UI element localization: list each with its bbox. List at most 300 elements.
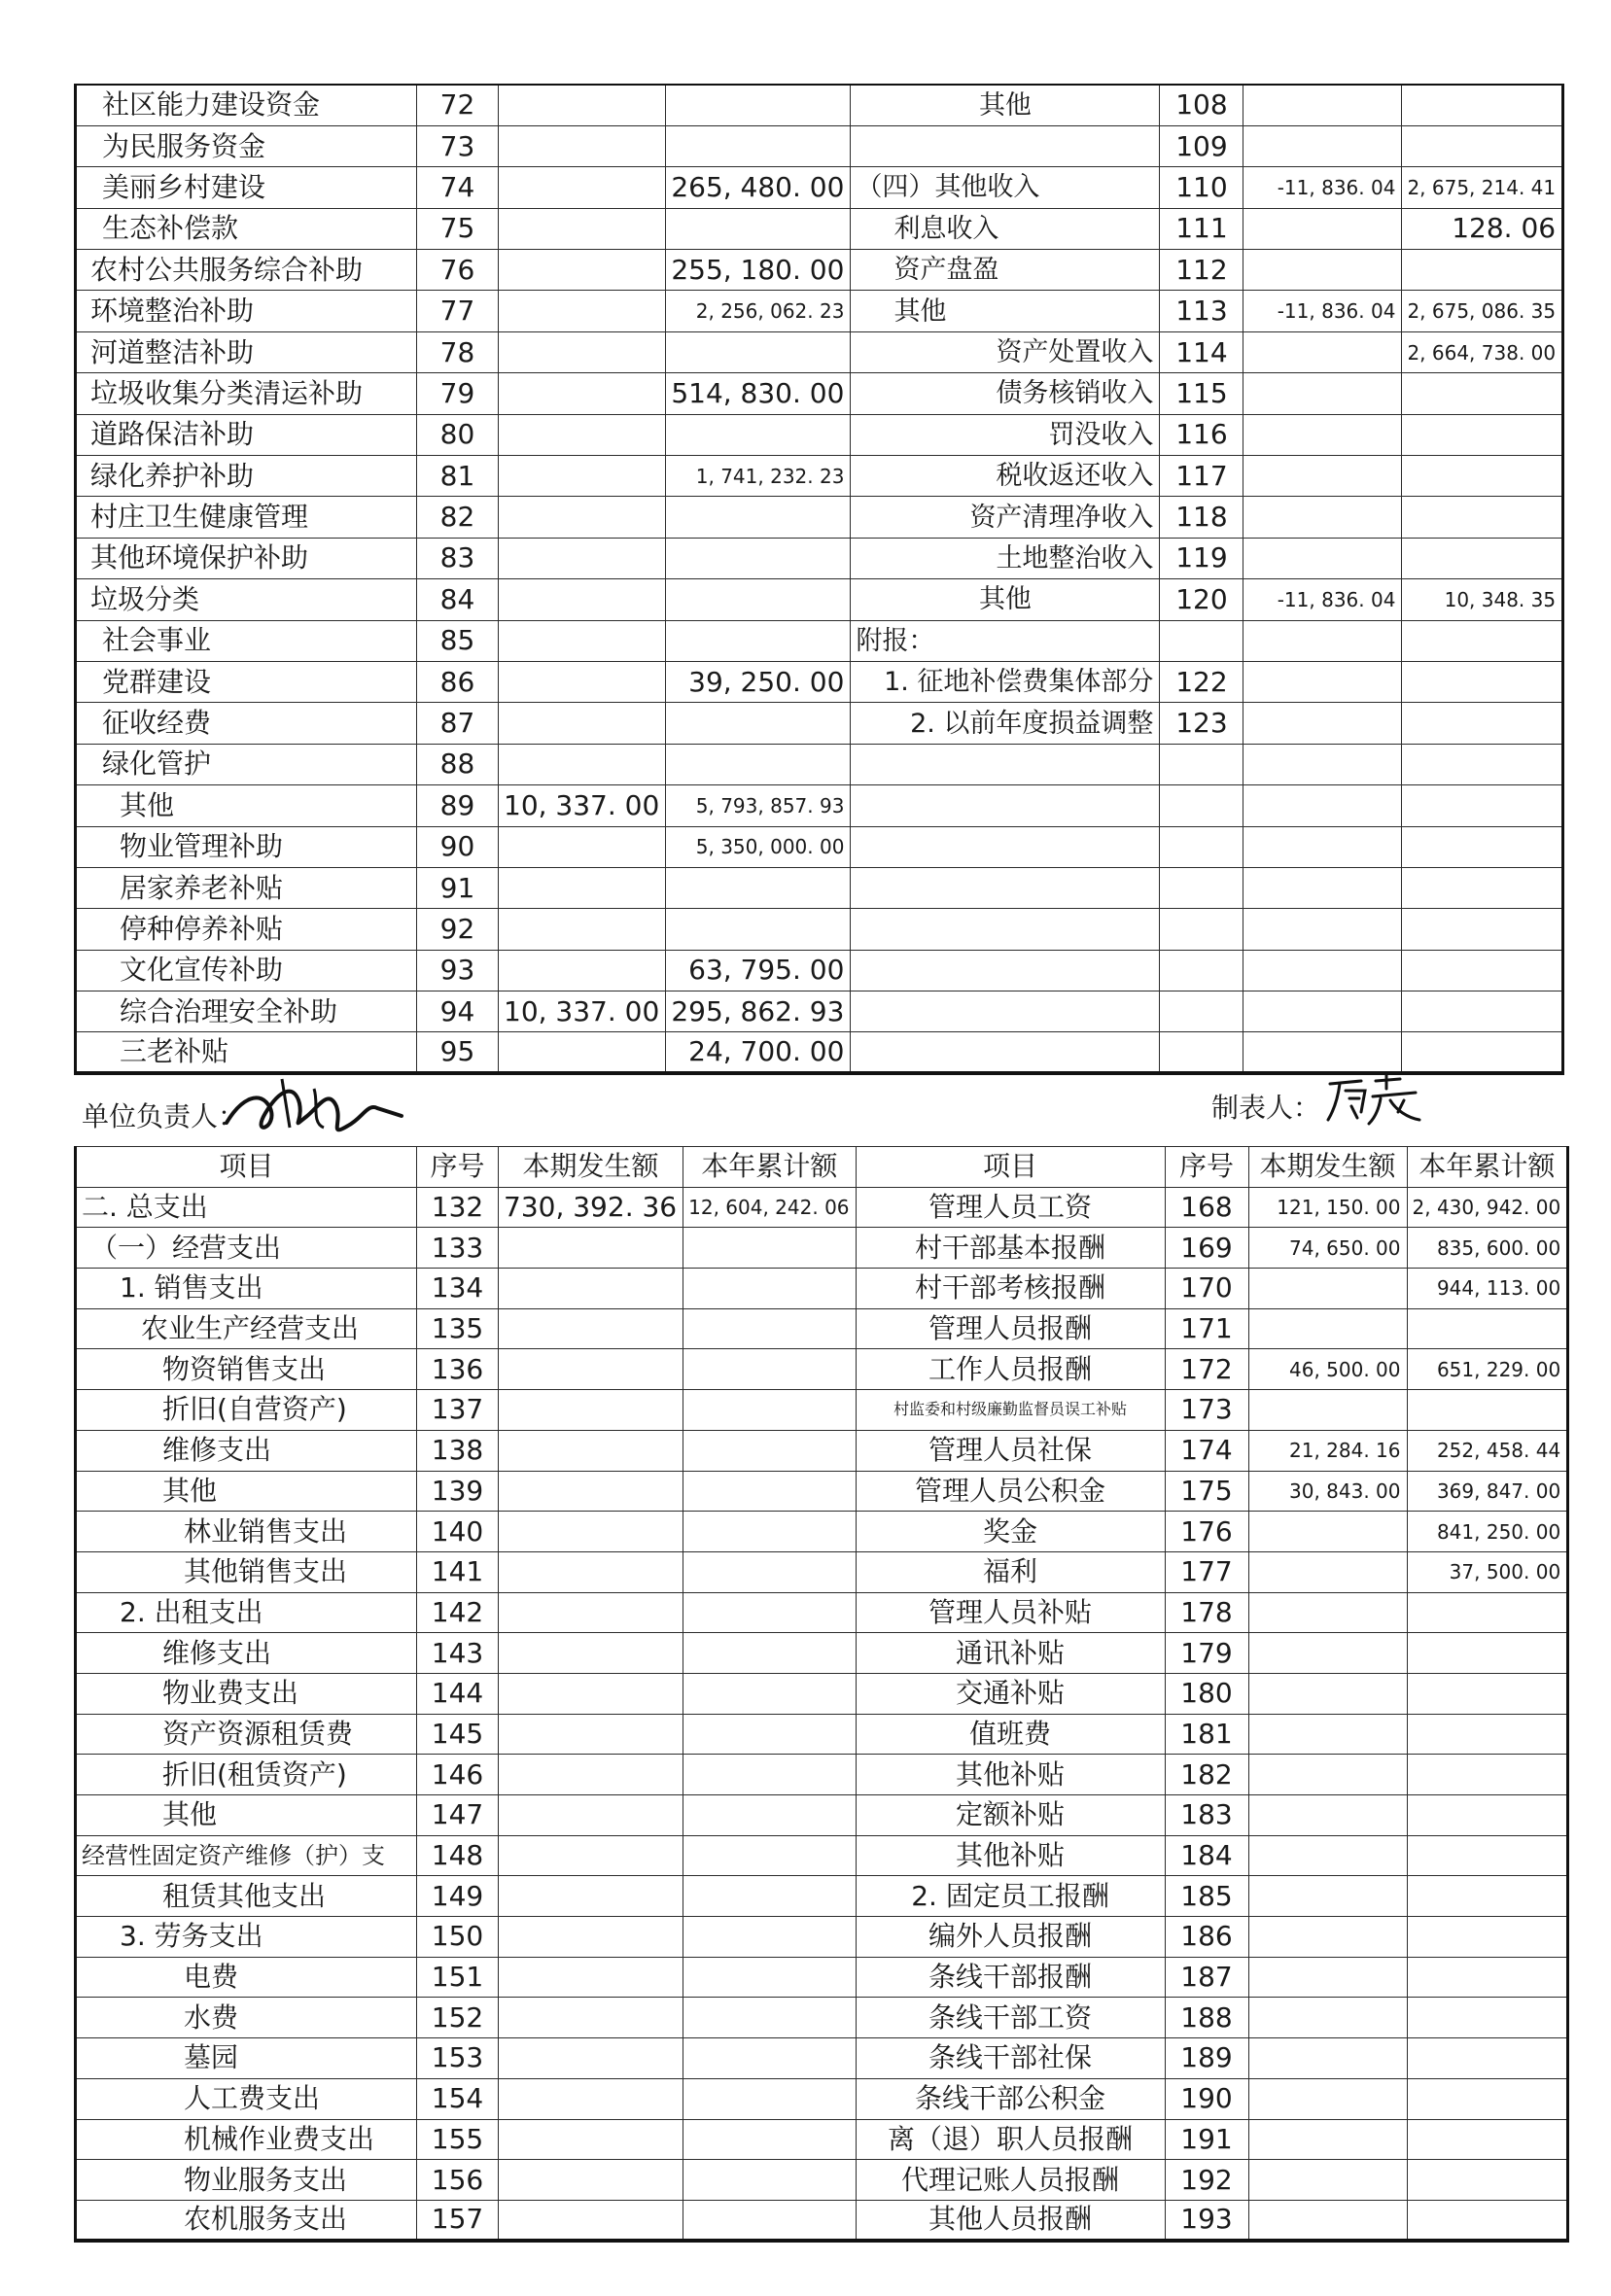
row-number: 90	[417, 826, 499, 867]
item-label-2: 值班费	[856, 1714, 1165, 1755]
row-number: 151	[417, 1957, 499, 1998]
item-label-2: 村监委和村级廉勤监督员误工补贴	[856, 1390, 1165, 1431]
row-number-2: 185	[1165, 1876, 1248, 1917]
current-amount	[499, 1917, 683, 1958]
row-number: 78	[417, 331, 499, 372]
table-row	[76, 1795, 1568, 1836]
item-label-2: 交通补贴	[856, 1673, 1165, 1714]
ytd-amount: 12, 604, 242. 06	[683, 1187, 856, 1228]
row-number-2: 180	[1165, 1673, 1248, 1714]
item-label: 2. 出租支出	[76, 1592, 417, 1633]
table-row	[76, 1998, 1568, 2038]
header-no: 序号	[417, 1147, 499, 1188]
table-row	[76, 1673, 1568, 1714]
item-label-2: 其他补贴	[856, 1835, 1165, 1876]
current-amount	[499, 1308, 683, 1349]
ytd-amount	[666, 620, 851, 661]
row-number-2: 190	[1165, 2078, 1248, 2119]
ytd-amount-2	[1407, 1998, 1568, 2038]
ytd-amount: 2, 256, 062. 23	[666, 291, 851, 331]
current-amount	[499, 2200, 683, 2241]
ytd-amount-2	[1407, 2119, 1568, 2160]
item-label: 租赁其他支出	[76, 1876, 417, 1917]
item-label: 农村公共服务综合补助	[76, 250, 417, 291]
current-amount-2: 74, 650. 00	[1248, 1228, 1407, 1269]
header-item-2: 项目	[856, 1147, 1165, 1188]
row-number: 73	[417, 125, 499, 166]
row-number-2: 191	[1165, 2119, 1248, 2160]
ytd-amount-2: 128. 06	[1402, 208, 1563, 249]
ytd-amount	[683, 2038, 856, 2079]
item-label: 为民服务资金	[76, 125, 417, 166]
current-amount-2	[1248, 1876, 1407, 1917]
current-amount-2	[1243, 250, 1402, 291]
ytd-amount	[683, 1308, 856, 1349]
item-label: 维修支出	[76, 1430, 417, 1471]
current-amount-2	[1243, 125, 1402, 166]
ytd-amount-2	[1402, 785, 1563, 826]
table-row	[76, 744, 1563, 784]
item-label: 电费	[76, 1957, 417, 1998]
item-label: 环境整治补助	[76, 291, 417, 331]
item-label-2: 利息收入	[851, 208, 1160, 249]
item-label-2: 条线干部报酬	[856, 1957, 1165, 1998]
table-row	[76, 1551, 1568, 1592]
row-number: 80	[417, 414, 499, 455]
row-number: 93	[417, 950, 499, 991]
item-label: 其他环境保护补助	[76, 538, 417, 578]
ytd-amount	[683, 1269, 856, 1309]
table-row	[76, 703, 1563, 744]
ytd-amount	[683, 1430, 856, 1471]
table-row	[76, 1633, 1568, 1674]
current-amount-2	[1248, 1917, 1407, 1958]
item-label-2: 资产盘盈	[851, 250, 1160, 291]
item-label-2: 定额补贴	[856, 1795, 1165, 1836]
row-number: 139	[417, 1471, 499, 1512]
table-row	[76, 2200, 1568, 2241]
table-row	[76, 208, 1563, 249]
row-number: 137	[417, 1390, 499, 1431]
ytd-amount-2	[1402, 744, 1563, 784]
ytd-amount	[683, 1673, 856, 1714]
table-row	[76, 1187, 1568, 1228]
table-row	[76, 1714, 1568, 1755]
current-amount: 730, 392. 36	[499, 1187, 683, 1228]
current-amount-2	[1243, 208, 1402, 249]
item-label: 绿化管护	[76, 744, 417, 784]
item-label-2: 管理人员社保	[856, 1430, 1165, 1471]
item-label: 人工费支出	[76, 2078, 417, 2119]
current-amount-2	[1248, 1795, 1407, 1836]
item-label-2	[851, 867, 1160, 908]
current-amount-2	[1248, 1835, 1407, 1876]
table-row	[76, 1269, 1568, 1309]
row-number-2: 110	[1160, 167, 1243, 208]
current-amount-2	[1248, 1673, 1407, 1714]
item-label-2: 条线干部工资	[856, 1998, 1165, 2038]
row-number: 143	[417, 1633, 499, 1674]
item-label-2: 离（退）职人员报酬	[856, 2119, 1165, 2160]
row-number: 134	[417, 1269, 499, 1309]
item-label-2	[851, 125, 1160, 166]
table-row	[76, 1592, 1568, 1633]
ytd-amount: 63, 795. 00	[666, 950, 851, 991]
row-number-2: 169	[1165, 1228, 1248, 1269]
current-amount-2	[1243, 703, 1402, 744]
ytd-amount-2	[1402, 826, 1563, 867]
current-amount	[499, 2160, 683, 2201]
table-row	[76, 579, 1563, 620]
item-label-2: 管理人员补贴	[856, 1592, 1165, 1633]
item-label-2: 条线干部公积金	[856, 2078, 1165, 2119]
row-number: 79	[417, 373, 499, 414]
current-amount	[499, 2078, 683, 2119]
row-number-2	[1160, 909, 1243, 950]
item-label: 其他	[76, 1471, 417, 1512]
item-label-2: 税收返还收入	[851, 456, 1160, 497]
header-current: 本期发生额	[499, 1147, 683, 1188]
row-number-2	[1160, 826, 1243, 867]
current-amount-2: 21, 284. 16	[1248, 1430, 1407, 1471]
ytd-amount-2	[1402, 620, 1563, 661]
item-label-2: 其他	[851, 579, 1160, 620]
item-label-2: 其他补贴	[856, 1755, 1165, 1795]
row-number: 157	[417, 2200, 499, 2241]
current-amount-2	[1243, 85, 1402, 125]
table-row	[76, 331, 1563, 372]
table-row	[76, 909, 1563, 950]
row-number-2	[1160, 867, 1243, 908]
item-label: 3. 劳务支出	[76, 1917, 417, 1958]
row-number-2	[1160, 991, 1243, 1032]
ytd-amount	[666, 703, 851, 744]
row-number-2: 119	[1160, 538, 1243, 578]
ytd-amount	[666, 744, 851, 784]
current-amount-2	[1243, 661, 1402, 702]
ytd-amount-2	[1402, 497, 1563, 538]
row-number: 150	[417, 1917, 499, 1958]
item-label: 文化宣传补助	[76, 950, 417, 991]
table-row	[76, 1876, 1568, 1917]
ytd-amount	[683, 1755, 856, 1795]
ytd-amount	[683, 1917, 856, 1958]
ytd-amount-2	[1407, 1876, 1568, 1917]
row-number-2: 172	[1165, 1349, 1248, 1390]
current-amount: 10, 337. 00	[499, 991, 666, 1032]
table-row	[76, 2078, 1568, 2119]
ytd-amount	[666, 331, 851, 372]
ytd-amount	[666, 125, 851, 166]
item-label: 三老补贴	[76, 1032, 417, 1073]
table-row	[76, 1430, 1568, 1471]
item-label-2: 奖金	[856, 1512, 1165, 1552]
row-number-2: 192	[1165, 2160, 1248, 2201]
current-amount	[499, 291, 666, 331]
item-label-2: 罚没收入	[851, 414, 1160, 455]
current-amount	[499, 1390, 683, 1431]
ytd-amount-2	[1407, 1795, 1568, 1836]
item-label: 社区能力建设资金	[76, 85, 417, 125]
row-number-2: 122	[1160, 661, 1243, 702]
ytd-amount-2	[1407, 1308, 1568, 1349]
ytd-amount-2	[1402, 85, 1563, 125]
current-amount	[499, 1998, 683, 2038]
current-amount	[499, 85, 666, 125]
row-number: 149	[417, 1876, 499, 1917]
current-amount-2: -11, 836. 04	[1243, 291, 1402, 331]
ytd-amount: 295, 862. 93	[666, 991, 851, 1032]
current-amount	[499, 1032, 666, 1073]
item-label: 农机服务支出	[76, 2200, 417, 2241]
ytd-amount-2	[1402, 250, 1563, 291]
row-number: 84	[417, 579, 499, 620]
ytd-amount-2	[1407, 1957, 1568, 1998]
ytd-amount-2	[1402, 991, 1563, 1032]
header-ytd-2: 本年累计额	[1407, 1147, 1568, 1188]
row-number-2: 116	[1160, 414, 1243, 455]
row-number-2	[1160, 744, 1243, 784]
item-label-2: 村干部考核报酬	[856, 1269, 1165, 1309]
row-number: 74	[417, 167, 499, 208]
item-label: 折旧(租赁资产)	[76, 1755, 417, 1795]
current-amount	[499, 1551, 683, 1592]
row-number: 135	[417, 1308, 499, 1349]
item-label-2: 2. 固定员工报酬	[856, 1876, 1165, 1917]
current-amount-2	[1248, 1269, 1407, 1309]
item-label-2: 编外人员报酬	[856, 1917, 1165, 1958]
ytd-amount	[666, 497, 851, 538]
current-amount	[499, 909, 666, 950]
ytd-amount	[683, 1592, 856, 1633]
table-row	[76, 1308, 1568, 1349]
row-number-2: 109	[1160, 125, 1243, 166]
current-amount	[499, 579, 666, 620]
item-label: 村庄卫生健康管理	[76, 497, 417, 538]
item-label: 垃圾收集分类清运补助	[76, 373, 417, 414]
ytd-amount	[666, 208, 851, 249]
row-number-2: 168	[1165, 1187, 1248, 1228]
current-amount-2	[1248, 1592, 1407, 1633]
current-amount	[499, 1714, 683, 1755]
current-amount	[499, 744, 666, 784]
current-amount	[499, 538, 666, 578]
row-number-2: 114	[1160, 331, 1243, 372]
item-label-2: 管理人员公积金	[856, 1471, 1165, 1512]
current-amount-2	[1243, 620, 1402, 661]
current-amount	[499, 826, 666, 867]
table-row	[76, 867, 1563, 908]
table-row	[76, 1755, 1568, 1795]
item-label: 折旧(自营资产)	[76, 1390, 417, 1431]
row-number-2: 186	[1165, 1917, 1248, 1958]
ytd-amount: 255, 180. 00	[666, 250, 851, 291]
row-number: 72	[417, 85, 499, 125]
row-number: 92	[417, 909, 499, 950]
preparer-label: 制表人：	[1211, 1092, 1321, 1124]
table-row	[76, 991, 1563, 1032]
row-number: 94	[417, 991, 499, 1032]
item-label-2	[851, 826, 1160, 867]
table-row	[76, 2119, 1568, 2160]
ytd-amount-2	[1407, 1917, 1568, 1958]
current-amount	[499, 1471, 683, 1512]
current-amount	[499, 661, 666, 702]
table-row	[76, 538, 1563, 578]
table-row	[76, 1471, 1568, 1512]
current-amount-2	[1243, 497, 1402, 538]
row-number: 89	[417, 785, 499, 826]
item-label: 停种停养补贴	[76, 909, 417, 950]
table-row	[76, 620, 1563, 661]
row-number-2: 179	[1165, 1633, 1248, 1674]
row-number-2: 111	[1160, 208, 1243, 249]
ytd-amount	[683, 1633, 856, 1674]
ytd-amount	[666, 414, 851, 455]
current-amount-2: 46, 500. 00	[1248, 1349, 1407, 1390]
ytd-amount-2	[1407, 2160, 1568, 2201]
current-amount	[499, 1755, 683, 1795]
current-amount-2	[1243, 744, 1402, 784]
row-number: 146	[417, 1755, 499, 1795]
current-amount-2	[1248, 1755, 1407, 1795]
ytd-amount	[683, 1349, 856, 1390]
current-amount-2	[1248, 1551, 1407, 1592]
item-label-2: 管理人员报酬	[856, 1308, 1165, 1349]
item-label: 经营性固定资产维修（护）支	[76, 1835, 417, 1876]
ytd-amount-2	[1402, 125, 1563, 166]
ytd-amount	[683, 1876, 856, 1917]
ytd-amount	[683, 2160, 856, 2201]
ytd-amount	[683, 2200, 856, 2241]
item-label-2: 福利	[856, 1551, 1165, 1592]
table-row	[76, 2160, 1568, 2201]
current-amount-2	[1248, 1998, 1407, 2038]
ytd-amount: 5, 350, 000. 00	[666, 826, 851, 867]
table-row	[76, 1835, 1568, 1876]
item-label-2: （四）其他收入	[851, 167, 1160, 208]
current-amount: 10, 337. 00	[499, 785, 666, 826]
ytd-amount-2: 2, 675, 086. 35	[1402, 291, 1563, 331]
item-label-2	[851, 1032, 1160, 1073]
item-label-2: 条线干部社保	[856, 2038, 1165, 2079]
ytd-amount-2	[1407, 1755, 1568, 1795]
row-number: 138	[417, 1430, 499, 1471]
row-number-2: 177	[1165, 1551, 1248, 1592]
item-label: 其他	[76, 785, 417, 826]
row-number: 144	[417, 1673, 499, 1714]
item-label: 垃圾分类	[76, 579, 417, 620]
row-number: 152	[417, 1998, 499, 2038]
ytd-amount-2: 651, 229. 00	[1407, 1349, 1568, 1390]
item-label: 农业生产经营支出	[76, 1308, 417, 1349]
ytd-amount-2	[1407, 1390, 1568, 1431]
item-label-2	[851, 744, 1160, 784]
item-label-2: 其他人员报酬	[856, 2200, 1165, 2241]
row-number: 133	[417, 1228, 499, 1269]
item-label: 美丽乡村建设	[76, 167, 417, 208]
item-label: 维修支出	[76, 1633, 417, 1674]
item-label: 水费	[76, 1998, 417, 2038]
ytd-amount	[683, 1471, 856, 1512]
table-row	[76, 125, 1563, 166]
item-label-2: 其他	[851, 291, 1160, 331]
current-amount-2	[1248, 2119, 1407, 2160]
item-label: 物业管理补助	[76, 826, 417, 867]
ytd-amount-2	[1402, 950, 1563, 991]
ytd-amount-2: 835, 600. 00	[1407, 1228, 1568, 1269]
ytd-amount	[666, 538, 851, 578]
ytd-amount	[666, 579, 851, 620]
ytd-amount: 1, 741, 232. 23	[666, 456, 851, 497]
ytd-amount-2: 369, 847. 00	[1407, 1471, 1568, 1512]
row-number: 76	[417, 250, 499, 291]
row-number-2: 170	[1165, 1269, 1248, 1309]
ytd-amount-2: 841, 250. 00	[1407, 1512, 1568, 1552]
header-current-2: 本期发生额	[1248, 1147, 1407, 1188]
item-label-2: 资产处置收入	[851, 331, 1160, 372]
row-number-2: 117	[1160, 456, 1243, 497]
table-row	[76, 950, 1563, 991]
current-amount	[499, 1592, 683, 1633]
row-number-2: 188	[1165, 1998, 1248, 2038]
ytd-amount-2: 252, 458. 44	[1407, 1430, 1568, 1471]
ytd-amount: 24, 700. 00	[666, 1032, 851, 1073]
item-label: 其他销售支出	[76, 1551, 417, 1592]
ytd-amount-2: 944, 113. 00	[1407, 1269, 1568, 1309]
ytd-amount-2	[1407, 1592, 1568, 1633]
row-number-2: 187	[1165, 1957, 1248, 1998]
table-row	[76, 1032, 1563, 1073]
current-amount-2	[1248, 2038, 1407, 2079]
item-label: 墓园	[76, 2038, 417, 2079]
ytd-amount-2: 2, 430, 942. 00	[1407, 1187, 1568, 1228]
row-number: 154	[417, 2078, 499, 2119]
ytd-amount	[683, 1998, 856, 2038]
current-amount-2	[1243, 991, 1402, 1032]
header-item: 项目	[76, 1147, 417, 1188]
item-label-2: 通讯补贴	[856, 1633, 1165, 1674]
current-amount-2: -11, 836. 04	[1243, 167, 1402, 208]
ytd-amount-2	[1407, 1673, 1568, 1714]
row-number: 85	[417, 620, 499, 661]
row-number: 81	[417, 456, 499, 497]
ytd-amount	[666, 909, 851, 950]
ytd-amount	[683, 1512, 856, 1552]
table-row	[76, 1390, 1568, 1431]
table-row	[76, 85, 1563, 125]
current-amount	[499, 1349, 683, 1390]
current-amount-2	[1248, 2200, 1407, 2241]
row-number: 75	[417, 208, 499, 249]
row-number-2	[1160, 1032, 1243, 1073]
current-amount	[499, 1512, 683, 1552]
item-label-2	[851, 909, 1160, 950]
table-row	[76, 250, 1563, 291]
row-number-2: 115	[1160, 373, 1243, 414]
row-number: 145	[417, 1714, 499, 1755]
table-row	[76, 785, 1563, 826]
current-amount	[499, 250, 666, 291]
ytd-amount-2	[1402, 1032, 1563, 1073]
item-label-2: 工作人员报酬	[856, 1349, 1165, 1390]
current-amount	[499, 2038, 683, 2079]
item-label: 二. 总支出	[76, 1187, 417, 1228]
row-number-2: 108	[1160, 85, 1243, 125]
current-amount-2	[1248, 1308, 1407, 1349]
row-number: 82	[417, 497, 499, 538]
table-row	[76, 2038, 1568, 2079]
